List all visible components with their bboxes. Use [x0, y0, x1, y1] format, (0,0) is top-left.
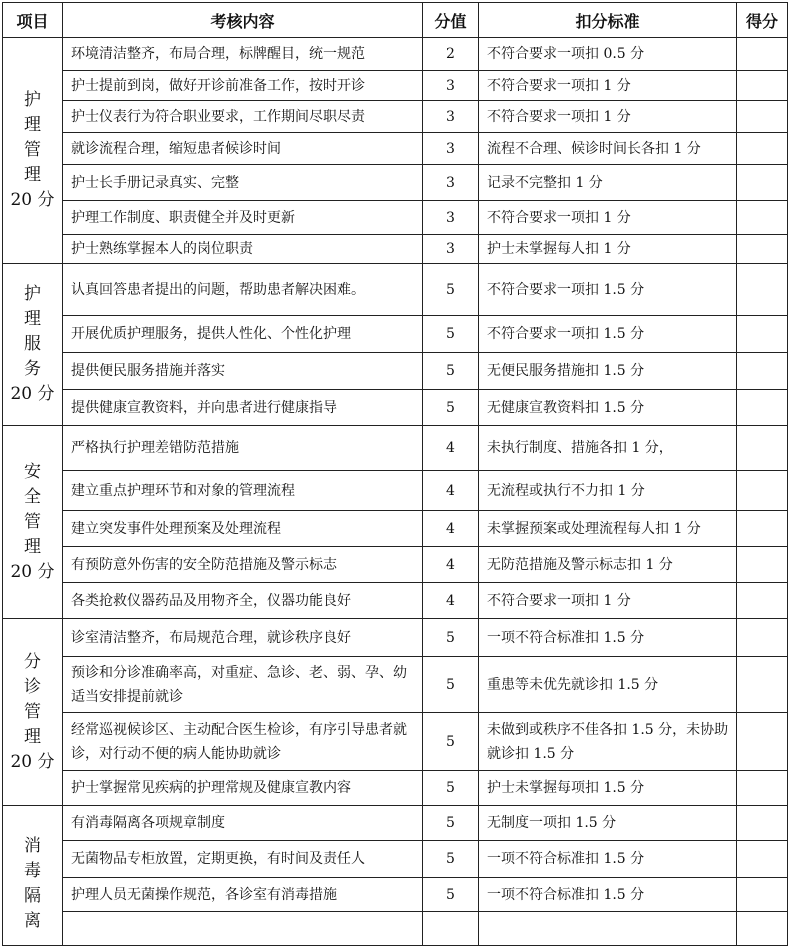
- table-row: [3, 353, 788, 390]
- criteria-cell: 不符合要求一项扣 1.5 分: [479, 316, 737, 353]
- got-cell[interactable]: [737, 71, 788, 101]
- section-title-char: 管: [24, 701, 41, 722]
- criteria-cell: 未执行制度、措施各扣 1 分，: [479, 426, 737, 471]
- score-cell: 5: [423, 353, 479, 390]
- criteria-cell: 流程不合理、候诊时间长各扣 1 分: [479, 133, 737, 165]
- got-cell[interactable]: [737, 316, 788, 353]
- criteria-cell: 护士未掌握每人扣 1 分: [479, 235, 737, 264]
- table-row: [3, 165, 788, 201]
- got-cell[interactable]: [737, 657, 788, 713]
- header-row: [3, 3, 788, 38]
- table-row: [3, 235, 788, 264]
- score-cell: 3: [423, 133, 479, 165]
- section-title-score: 20 分: [10, 190, 55, 210]
- content-cell: 护理工作制度、职责健全并及时更新: [63, 201, 423, 235]
- got-cell[interactable]: [737, 235, 788, 264]
- content-cell: 护士熟练掌握本人的岗位职责: [63, 235, 423, 264]
- score-cell: 5: [423, 841, 479, 878]
- criteria-cell: 未掌握预案或处理流程每人扣 1 分: [479, 511, 737, 547]
- got-cell[interactable]: [737, 771, 788, 806]
- got-cell[interactable]: [737, 841, 788, 878]
- section-title-char: 管: [24, 140, 41, 160]
- criteria-cell: 记录不完整扣 1 分: [479, 165, 737, 201]
- section-title-char: 消: [24, 836, 41, 856]
- section-title: [3, 38, 63, 264]
- got-cell[interactable]: [737, 201, 788, 235]
- header-score: 分值: [423, 3, 479, 38]
- table-row: [3, 583, 788, 619]
- content-cell: 各类抢救仪器药品及用物齐全，仪器功能良好: [63, 583, 423, 619]
- score-cell: 5: [423, 771, 479, 806]
- content-cell: 开展优质护理服务，提供人性化、个性化护理: [63, 316, 423, 353]
- got-cell[interactable]: [737, 101, 788, 133]
- criteria-cell: 一项不符合标准扣 1.5 分: [479, 878, 737, 912]
- score-cell: 3: [423, 101, 479, 133]
- table-row: [3, 547, 788, 583]
- section-title-score: 20 分: [10, 751, 55, 772]
- score-cell: 4: [423, 426, 479, 471]
- table-row: [3, 771, 788, 806]
- score-cell: 3: [423, 201, 479, 235]
- content-cell: 护士提前到岗，做好开诊前准备工作，按时开诊: [63, 71, 423, 101]
- score-cell: 5: [423, 619, 479, 657]
- header-got: 得分: [737, 3, 788, 38]
- content-cell: 有预防意外伤害的安全防范措施及警示标志: [63, 547, 423, 583]
- score-cell: 4: [423, 583, 479, 619]
- section-title-char: 理: [24, 309, 41, 329]
- section-title-char: 毒: [24, 861, 41, 881]
- got-cell[interactable]: [737, 426, 788, 471]
- table-row: [3, 619, 788, 657]
- table-row: [3, 471, 788, 511]
- got-cell[interactable]: [737, 264, 788, 316]
- content-cell: 无菌物品专柜放置，定期更换，有时间及责任人: [63, 841, 423, 878]
- section-title-char: 护: [24, 284, 41, 304]
- criteria-cell: 不符合要求一项扣 0.5 分: [479, 38, 737, 71]
- section-title: [3, 806, 63, 946]
- criteria-cell: 不符合要求一项扣 1 分: [479, 583, 737, 619]
- criteria-cell: 不符合要求一项扣 1.5 分: [479, 264, 737, 316]
- criteria-cell: 护士未掌握每项扣 1.5 分: [479, 771, 737, 806]
- criteria-cell: 无流程或执行不力扣 1 分: [479, 471, 737, 511]
- table-row: [3, 426, 788, 471]
- content-cell: 提供便民服务措施并落实: [63, 353, 423, 390]
- content-cell: 严格执行护理差错防范措施: [63, 426, 423, 471]
- section-title-char: 护: [24, 90, 41, 110]
- got-cell[interactable]: [737, 471, 788, 511]
- section-title-char: 诊: [24, 676, 41, 697]
- got-cell[interactable]: [737, 38, 788, 71]
- table-row: [3, 133, 788, 165]
- header-content: 考核内容: [63, 3, 423, 38]
- table-row: [3, 264, 788, 316]
- score-cell: 5: [423, 657, 479, 713]
- content-cell: 护士长手册记录真实、完整: [63, 165, 423, 201]
- got-cell[interactable]: [737, 511, 788, 547]
- section-title-char: 务: [24, 359, 41, 379]
- got-cell[interactable]: [737, 878, 788, 912]
- content-cell: 环境清洁整齐，布局合理，标牌醒目，统一规范: [63, 38, 423, 71]
- section-title: [3, 619, 63, 806]
- got-cell[interactable]: [737, 353, 788, 390]
- score-cell: 5: [423, 806, 479, 841]
- criteria-cell: 不符合要求一项扣 1 分: [479, 101, 737, 133]
- criteria-cell: [479, 912, 737, 946]
- content-cell: 预诊和分诊准确率高，对重症、急诊、老、弱、孕、幼适当安排提前就诊: [63, 657, 423, 713]
- table-row: [3, 657, 788, 713]
- got-cell[interactable]: [737, 133, 788, 165]
- criteria-cell: 无便民服务措施扣 1.5 分: [479, 353, 737, 390]
- criteria-cell: 无防范措施及警示标志扣 1 分: [479, 547, 737, 583]
- got-cell[interactable]: [737, 583, 788, 619]
- criteria-cell: 一项不符合标准扣 1.5 分: [479, 619, 737, 657]
- got-cell[interactable]: [737, 165, 788, 201]
- score-cell: 5: [423, 316, 479, 353]
- table-row: [3, 316, 788, 353]
- section-title-char: 安: [24, 461, 41, 482]
- section-title-char: 全: [24, 486, 41, 507]
- table-row: [3, 713, 788, 771]
- table-row: [3, 878, 788, 912]
- section-title: [3, 264, 63, 426]
- table-row: [3, 390, 788, 426]
- criteria-cell: 不符合要求一项扣 1 分: [479, 71, 737, 101]
- criteria-cell: 一项不符合标准扣 1.5 分: [479, 841, 737, 878]
- got-cell[interactable]: [737, 912, 788, 946]
- content-cell: 建立突发事件处理预案及处理流程: [63, 511, 423, 547]
- content-cell: 护士仪表行为符合职业要求，工作期间尽职尽责: [63, 101, 423, 133]
- got-cell[interactable]: [737, 619, 788, 657]
- content-cell: 有消毒隔离各项规章制度: [63, 806, 423, 841]
- section-title-score: 20 分: [10, 561, 55, 582]
- content-cell: 护理人员无菌操作规范，各诊室有消毒措施: [63, 878, 423, 912]
- section-title-char: 管: [24, 511, 41, 532]
- header-criteria: 扣分标准: [479, 3, 737, 38]
- section-title: [3, 426, 63, 619]
- table-row: [3, 841, 788, 878]
- table-row: [3, 201, 788, 235]
- section-title-char: 理: [24, 115, 41, 135]
- criteria-cell: 无制度一项扣 1.5 分: [479, 806, 737, 841]
- got-cell[interactable]: [737, 713, 788, 771]
- table-row: [3, 71, 788, 101]
- score-cell: 5: [423, 878, 479, 912]
- content-cell: [63, 912, 423, 946]
- section-title-char: 理: [24, 726, 41, 747]
- criteria-cell: 重患等未优先就诊扣 1.5 分: [479, 657, 737, 713]
- section-title-char: 理: [24, 536, 41, 557]
- criteria-cell: 无健康宣教资料扣 1.5 分: [479, 390, 737, 426]
- section-title-char: 理: [24, 165, 41, 185]
- got-cell[interactable]: [737, 390, 788, 426]
- score-cell: [423, 912, 479, 946]
- score-cell: 4: [423, 471, 479, 511]
- score-cell: 5: [423, 264, 479, 316]
- section-title-char: 离: [24, 911, 41, 931]
- score-cell: 3: [423, 71, 479, 101]
- table-row: [3, 38, 788, 71]
- content-cell: 认真回答患者提出的问题，帮助患者解决困难。: [63, 264, 423, 316]
- assessment-table: [2, 2, 788, 946]
- table-row: [3, 806, 788, 841]
- section-title-char: 服: [24, 334, 41, 354]
- section-title-score: 20 分: [10, 384, 55, 404]
- score-cell: 2: [423, 38, 479, 71]
- content-cell: 建立重点护理环节和对象的管理流程: [63, 471, 423, 511]
- content-cell: 提供健康宣教资料，并向患者进行健康指导: [63, 390, 423, 426]
- score-cell: 4: [423, 547, 479, 583]
- table-row: [3, 912, 788, 946]
- criteria-cell: 不符合要求一项扣 1 分: [479, 201, 737, 235]
- score-cell: 4: [423, 511, 479, 547]
- got-cell[interactable]: [737, 547, 788, 583]
- got-cell[interactable]: [737, 806, 788, 841]
- content-cell: 就诊流程合理，缩短患者候诊时间: [63, 133, 423, 165]
- table-row: [3, 511, 788, 547]
- score-cell: 5: [423, 713, 479, 771]
- header-item: 项目: [3, 3, 63, 38]
- content-cell: 护士掌握常见疾病的护理常规及健康宣教内容: [63, 771, 423, 806]
- score-cell: 3: [423, 165, 479, 201]
- score-cell: 3: [423, 235, 479, 264]
- content-cell: 诊室清洁整齐，布局规范合理，就诊秩序良好: [63, 619, 423, 657]
- section-title-char: 隔: [24, 886, 41, 906]
- table-row: [3, 101, 788, 133]
- criteria-cell: 未做到或秩序不佳各扣 1.5 分，未协助就诊扣 1.5 分: [479, 713, 737, 771]
- score-cell: 5: [423, 390, 479, 426]
- content-cell: 经常巡视候诊区、主动配合医生检诊，有序引导患者就诊，对行动不便的病人能协助就诊: [63, 713, 423, 771]
- section-title-char: 分: [24, 651, 41, 672]
